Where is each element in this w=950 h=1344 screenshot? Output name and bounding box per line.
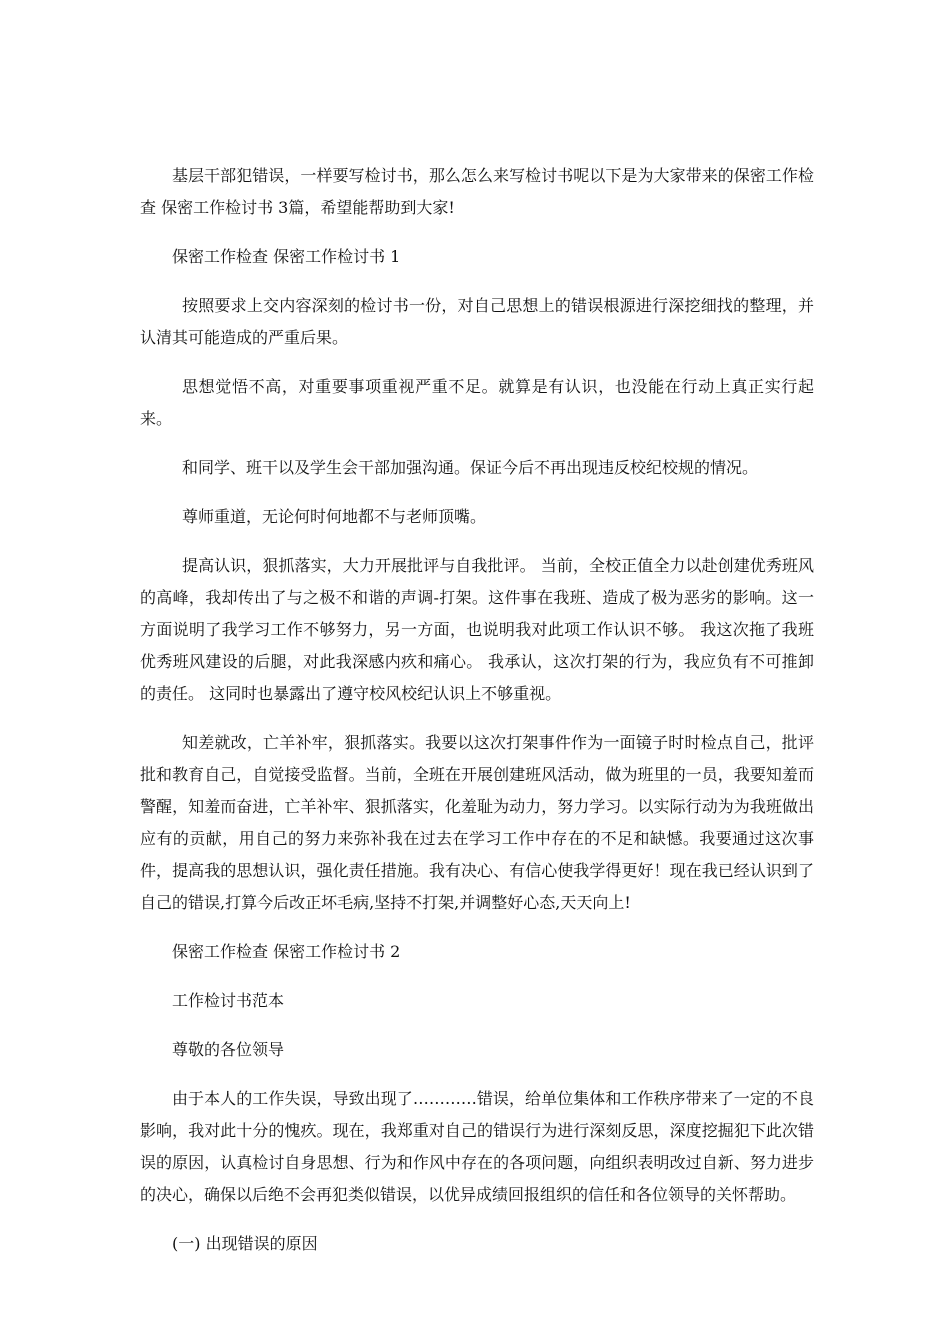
body-paragraph: 按照要求上交内容深刻的检讨书一份，对自己思想上的错误根源进行深挖细找的整理，并认清其可能造成的严重后果。 [140,296,814,347]
body-paragraph: 提高认识，狠抓落实，大力开展批评与自我批评。 当前，全校正值全力以赴创建优秀班风的高峰，我却传出了与之极不和谐的声调-打架。这件事在我班、造成了极为恶劣的影响。这一方面说明了我学习工作不够努力，另一方面，也说明我对此项工作认识不够。 我这次拖了我班优秀班风建设的后腿，对此我深感内疚和痛心。 我承认，这次打架的行为，我应负有不可推卸的责任。 这同时也暴露出了遵守校风校纪认识上不够重视。 [140,556,814,703]
subheading: 工作检讨书范本 [172,991,285,1010]
document-body [140,160,814,1277]
intro-paragraph: 基层干部犯错误，一样要写检讨书，那么怎么来写检讨书呢以下是为大家带来的保密工作检查 保密工作检讨书 3篇，希望能帮助到大家! [140,166,814,217]
subsection-heading: (一) 出现错误的原因 [172,1234,318,1253]
body-paragraph: 和同学、班干以及学生会干部加强沟通。保证今后不再出现违反校纪校规的情况。 [182,458,759,477]
section-heading-2: 保密工作检查 保密工作检讨书 2 [172,942,401,961]
section-heading-1: 保密工作检查 保密工作检讨书 1 [172,247,401,266]
body-paragraph: 尊师重道，无论何时何地都不与老师顶嘴。 [182,507,487,526]
salutation: 尊敬的各位领导 [172,1040,285,1059]
body-paragraph: 思想觉悟不高，对重要事项重视严重不足。就算是有认识，也没能在行动上真正实行起来。 [140,377,814,428]
body-paragraph: 由于本人的工作失误，导致出现了…………错误，给单位集体和工作秩序带来了一定的不良影响，我对此十分的愧疚。现在，我郑重对自己的错误行为进行深刻反思，深度挖掘犯下此次错误的原因，认真检讨自身思想、行为和作风中存在的各项问题，向组织表明改过自新、努力进步的决心，确保以后绝不会再犯类似错误，以优异成绩回报组织的信任和各位领导的关怀帮助。 [140,1089,814,1204]
body-paragraph: 知差就改，亡羊补牢，狠抓落实。我要以这次打架事件作为一面镜子时时检点自己，批评批和教育自己，自觉接受监督。当前，全班在开展创建班风活动，做为班里的一员，我要知羞而警醒，知羞而奋进，亡羊补牢、狠抓落实，化羞耻为动力，努力学习。以实际行动为为我班做出应有的贡献，用自己的努力来弥补我在过去在学习工作中存在的不足和缺憾。我要通过这次事件，提高我的思想认识，强化责任措施。我有决心、有信心使我学得更好！现在我已经认识到了自己的错误,打算今后改正坏毛病,坚持不打架,并调整好心态,天天向上! [140,733,814,912]
